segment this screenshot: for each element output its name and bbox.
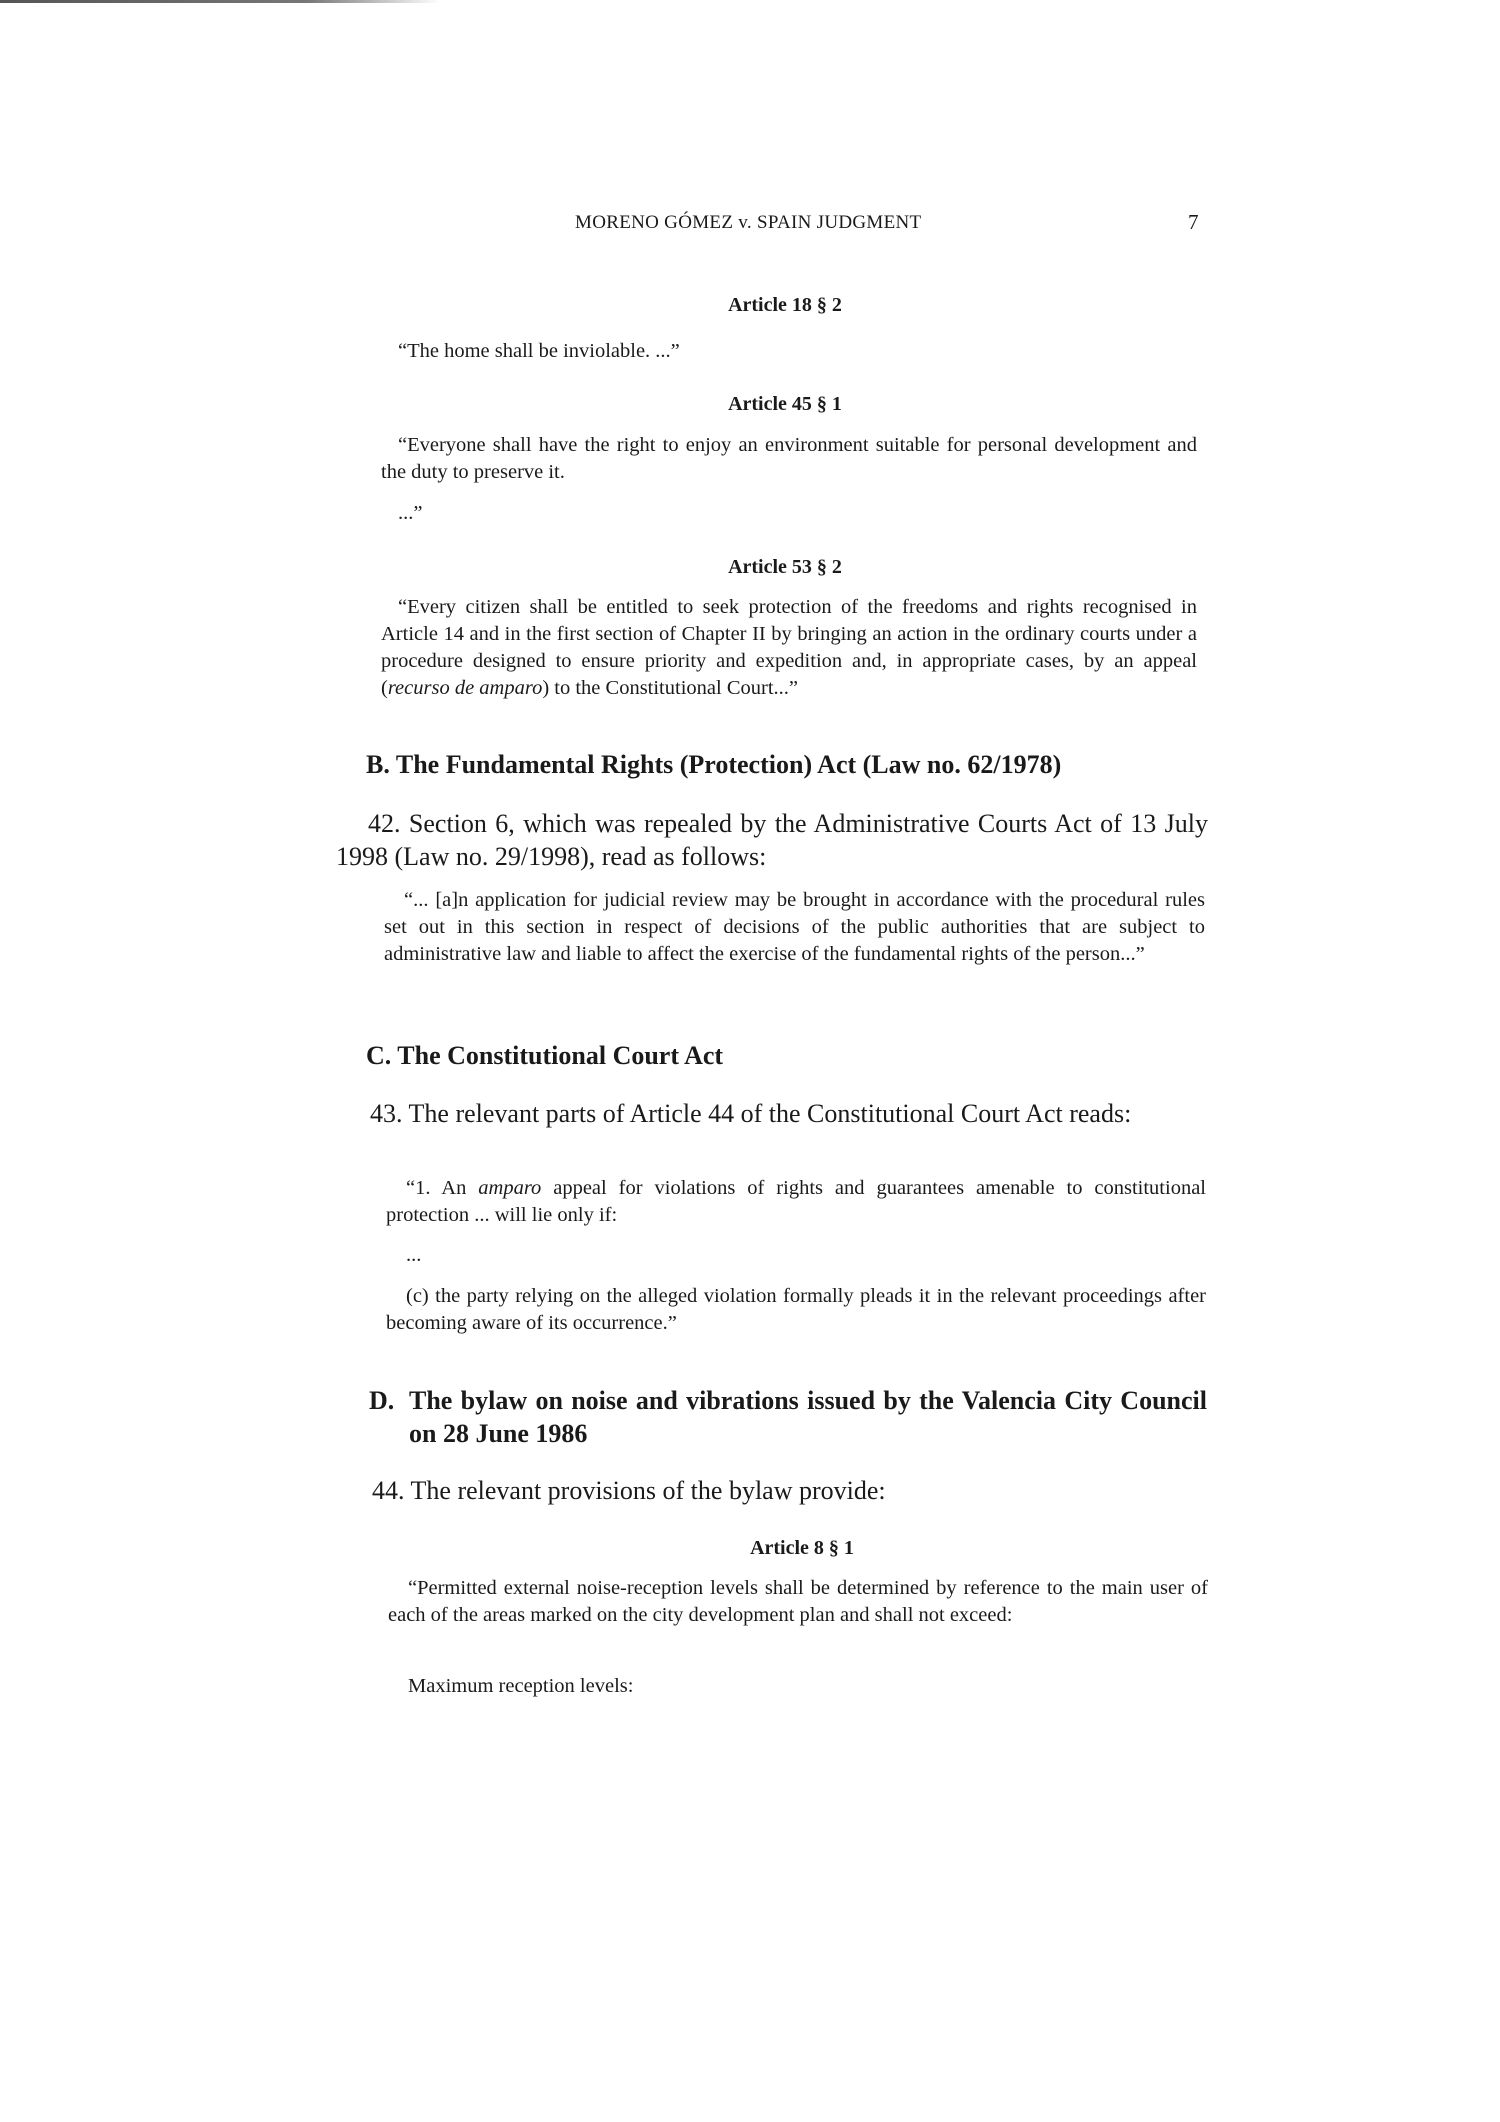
article-45-heading: Article 45 § 1 [728,393,842,415]
running-header: MORENO GÓMEZ v. SPAIN JUDGMENT [575,212,922,233]
section-c-heading: C. The Constitutional Court Act [366,1041,724,1070]
page-number: 7 [1188,210,1199,234]
article-8-text: “Permitted external noise-reception levels shall be determined by reference to the main user of each of the areas marked on the city development plan and shall not exceed: [388,1577,1208,1626]
paragraph-43-quote-1-part2: appeal for violations of rights and guarantees amenable to constitutional protection ... will lie only if: [386,1177,1206,1226]
paragraph-42: 42. Section 6, which was repealed by the Administrative Courts Act of 13 July 1998 (Law no. 29/1998), read as follows: [336,809,1208,871]
article-8-heading: Article 8 § 1 [750,1537,854,1559]
article-45-ellipsis: ...” [398,502,423,524]
section-d-letter: D. [369,1386,395,1415]
scan-edge-line [0,0,440,3]
article-8-subtext: Maximum reception levels: [408,1675,634,1697]
paragraph-44: 44. The relevant provisions of the bylaw provide: [372,1476,886,1505]
article-18-heading: Article 18 § 2 [728,294,842,316]
article-53-text-part2: ) to the Constitutional Court...” [542,677,798,699]
article-53-heading: Article 53 § 2 [728,556,842,578]
paragraph-43-quote-1-part1: “1. An [406,1177,479,1199]
article-53-text [381,594,1197,702]
amparo-italic: amparo [478,1177,542,1199]
recurso-de-amparo-italic: recurso de amparo [387,677,543,699]
article-18-text: “The home shall be inviolable. ...” [398,340,680,362]
article-45-text: “Everyone shall have the right to enjoy an environment suitable for personal development and the duty to preserve it. [381,434,1197,483]
paragraph-43-quote-1 [386,1175,1206,1229]
section-b-heading: B. The Fundamental Rights (Protection) Act (Law no. 62/1978) [366,750,1062,779]
paragraph-42-quote: “... [a]n application for judicial review may be brought in accordance with the procedural rules set out in this section in respect of decisions of the public authorities that are subject to administrative law and liable to affect the exercise of the fundamental rights of the person...” [384,889,1205,965]
paragraph-43-ellipsis: ... [406,1244,422,1266]
section-d-title: The bylaw on noise and vibrations issued by the Valencia City Council on 28 June 1986 [409,1386,1207,1448]
section-d-heading [369,1384,1207,1450]
paragraph-43: 43. The relevant parts of Article 44 of the Constitutional Court Act reads: [370,1099,1132,1128]
paragraph-43-quote-2: (c) the party relying on the alleged violation formally pleads it in the relevant proceedings after becoming aware of its occurrence.” [386,1285,1206,1334]
article-53-text-part1: “Every citizen shall be entitled to seek protection of the freedoms and rights recognised in Article 14 and in the first section of Chapter II by bringing an action in the ordinary courts under a procedure designed to ensure priority and expedition and, in appropriate cases, by an appeal ( [381,596,1197,699]
